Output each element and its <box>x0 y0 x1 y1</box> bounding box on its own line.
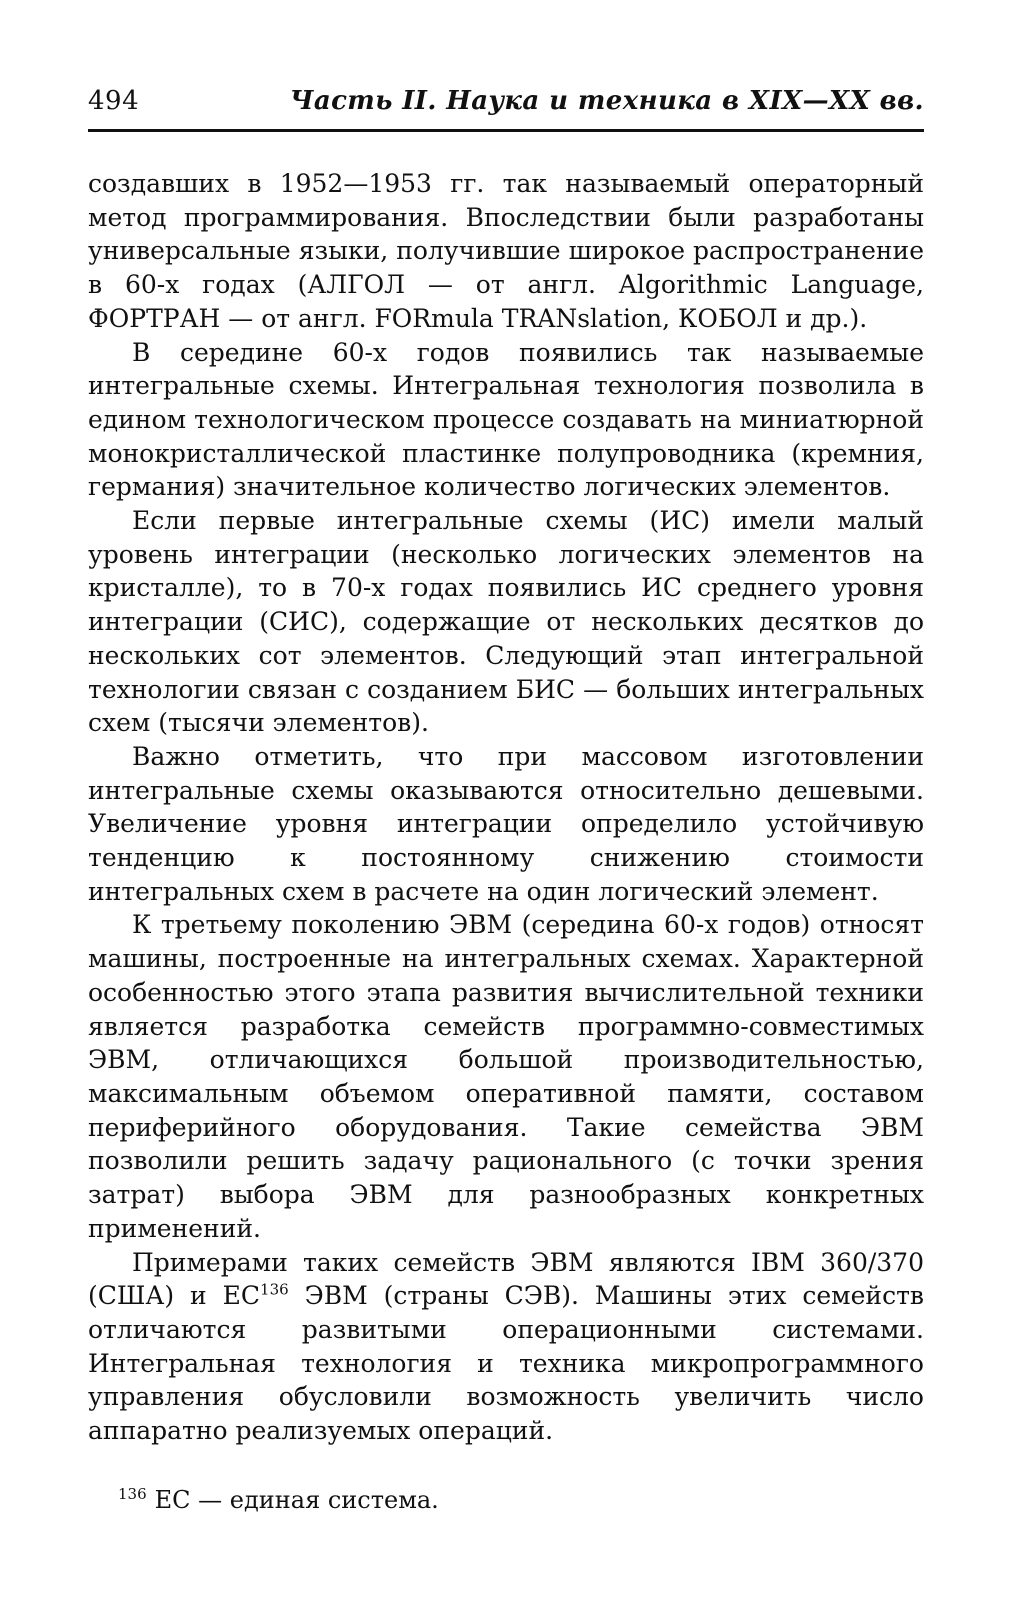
paragraph-2: В середине 60-х годов появились так называемые интегральные схемы. Интегральная технология позволила в едином технологическом процессе создавать на миниатюрной монокристаллической пластинке полупроводника (кремния, германия) значительное количество логических элементов. <box>88 337 924 502</box>
page-header <box>88 86 924 126</box>
page-number: 494 <box>88 86 140 116</box>
footnote-text: ЕС — единая система. <box>154 1486 439 1514</box>
paragraph-3: Если первые интегральные схемы (ИС) имели малый уровень интеграции (несколько логических элементов на кристалле), то в 70-х годах появились ИС среднего уровня интеграции (СИС), содержащие от нескольких десятков до нескольких сот элементов. Следующий этап интегральной технологии связан с созданием БИС — больших интегральных схем (тысячи элементов). <box>88 506 924 738</box>
paragraph-4: Важно отметить, что при массовом изготовлении интегральные схемы оказываются относительно дешевыми. Увеличение уровня интеграции определило устойчивую тенденцию к постоянному снижению стоимости интегральных схем в расчете на один логический элемент. <box>88 741 924 906</box>
paragraph-6-part-2: ЭВМ (страны СЭВ). Машины этих семейств отличаются развитыми операционными системами. Интегральная технология и техника микропрограммного управления обусловили возможность увеличить число аппаратно реализуемых операций. <box>88 1281 924 1446</box>
footnote <box>118 1485 818 1515</box>
footnote-reference[interactable]: 136 <box>260 1280 289 1299</box>
paragraph-1: создавших в 1952—1953 гг. так называемый операторный метод программирования. Впоследствии были разработаны универсальные языки, получившие широкое распространение в 60-х годах (АЛГОЛ — от англ. Algorithmic Language, ФОРТРАН — от англ. FORmula TRANslation, КОБОЛ и др.). <box>88 169 924 333</box>
footnote-mark: 136 <box>118 1485 147 1503</box>
paragraph-6 <box>88 1246 924 1448</box>
paragraph-6-part-1: Примерами таких семейств ЭВМ являются IBM 360/370 (США) и ЕС <box>88 1247 924 1311</box>
running-head: Часть II. Наука и техника в XIX—XX вв. <box>289 86 924 116</box>
body-text <box>88 167 924 1448</box>
header-rule <box>88 129 924 132</box>
paragraph-5: К третьему поколению ЭВМ (середина 60-х годов) относят машины, построенные на интегральных схемах. Характерной особенностью этого этапа развития вычислительной техники является разработка семейств программно-совместимых ЭВМ, отличающихся большой производительностью, максимальным объемом оперативной памяти, составом периферийного оборудования. Такие семейства ЭВМ позволили решить задачу рационального (с точки зрения затрат) выбора ЭВМ для разнообразных конкретных применений. <box>88 910 924 1243</box>
